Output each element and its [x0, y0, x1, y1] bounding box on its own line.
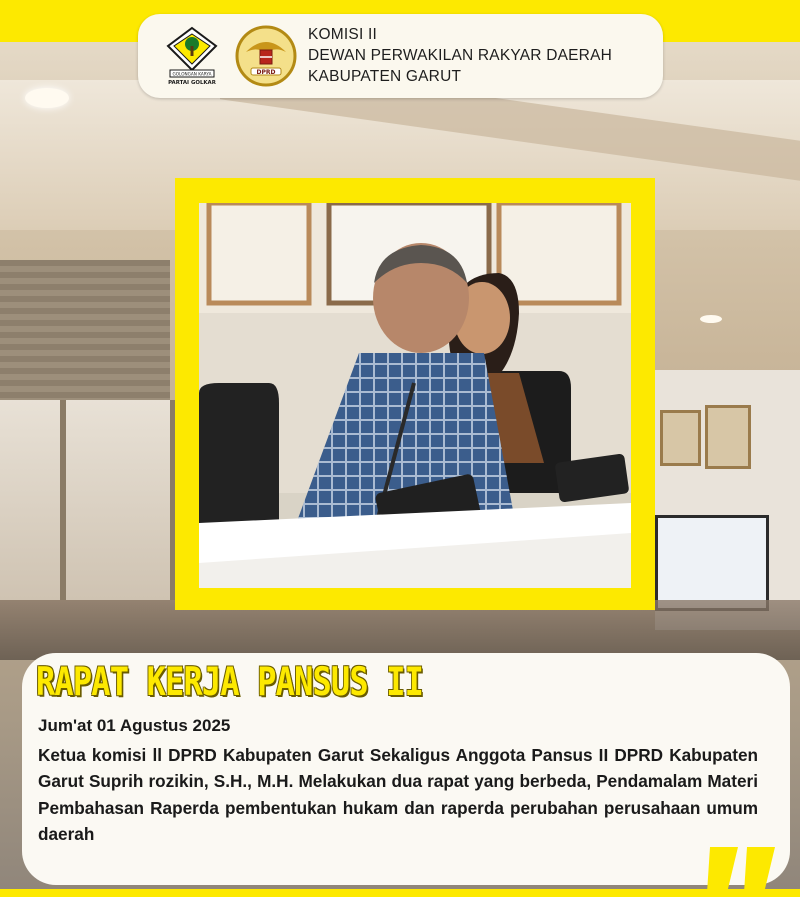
golkar-logo-icon — [166, 26, 218, 86]
header-line-commission: KOMISI II — [308, 26, 377, 43]
post-date: Jum'at 01 Agustus 2025 — [38, 716, 231, 735]
header-card — [138, 14, 663, 98]
wall-portrait — [705, 405, 751, 469]
dprd-emblem-icon — [234, 24, 298, 88]
dprd-emblem-label: DPRD — [256, 69, 276, 76]
background-monitor — [655, 515, 769, 611]
wall-portrait — [660, 410, 701, 466]
header-line-council: DEWAN PERWAKILAN RAKYAR DAERAH — [308, 47, 613, 64]
meeting-photo — [199, 203, 631, 588]
background-blind — [0, 260, 170, 400]
golkar-logo-label: GOLONGAN KARYA — [172, 71, 212, 77]
post-title: RAPAT KERJA PANSUS II — [36, 660, 424, 705]
header-title-block — [308, 24, 612, 87]
header-line-regency: KABUPATEN GARUT — [308, 68, 462, 85]
closing-quote-icon — [705, 845, 785, 895]
golkar-logo-party: PARTAI GOLKAR — [168, 80, 216, 86]
background-window — [0, 400, 176, 600]
meeting-photo-illustration — [199, 203, 631, 588]
bottom-accent-bar — [0, 889, 800, 897]
ceiling-lamp — [25, 88, 69, 108]
ceiling-lamp — [700, 315, 722, 323]
post-body: Ketua komisi ll DPRD Kabupaten Garut Sekaligus Anggota Pansus II DPRD Kabupaten Garut Suprih rozikin, S.H., M.H. Melakukan dua rapat yang berbeda, Pendamalam Materi Pembahasan Raperda pembentukan hukam dan raperda perubahan perusahaan umum daerah — [38, 745, 758, 844]
